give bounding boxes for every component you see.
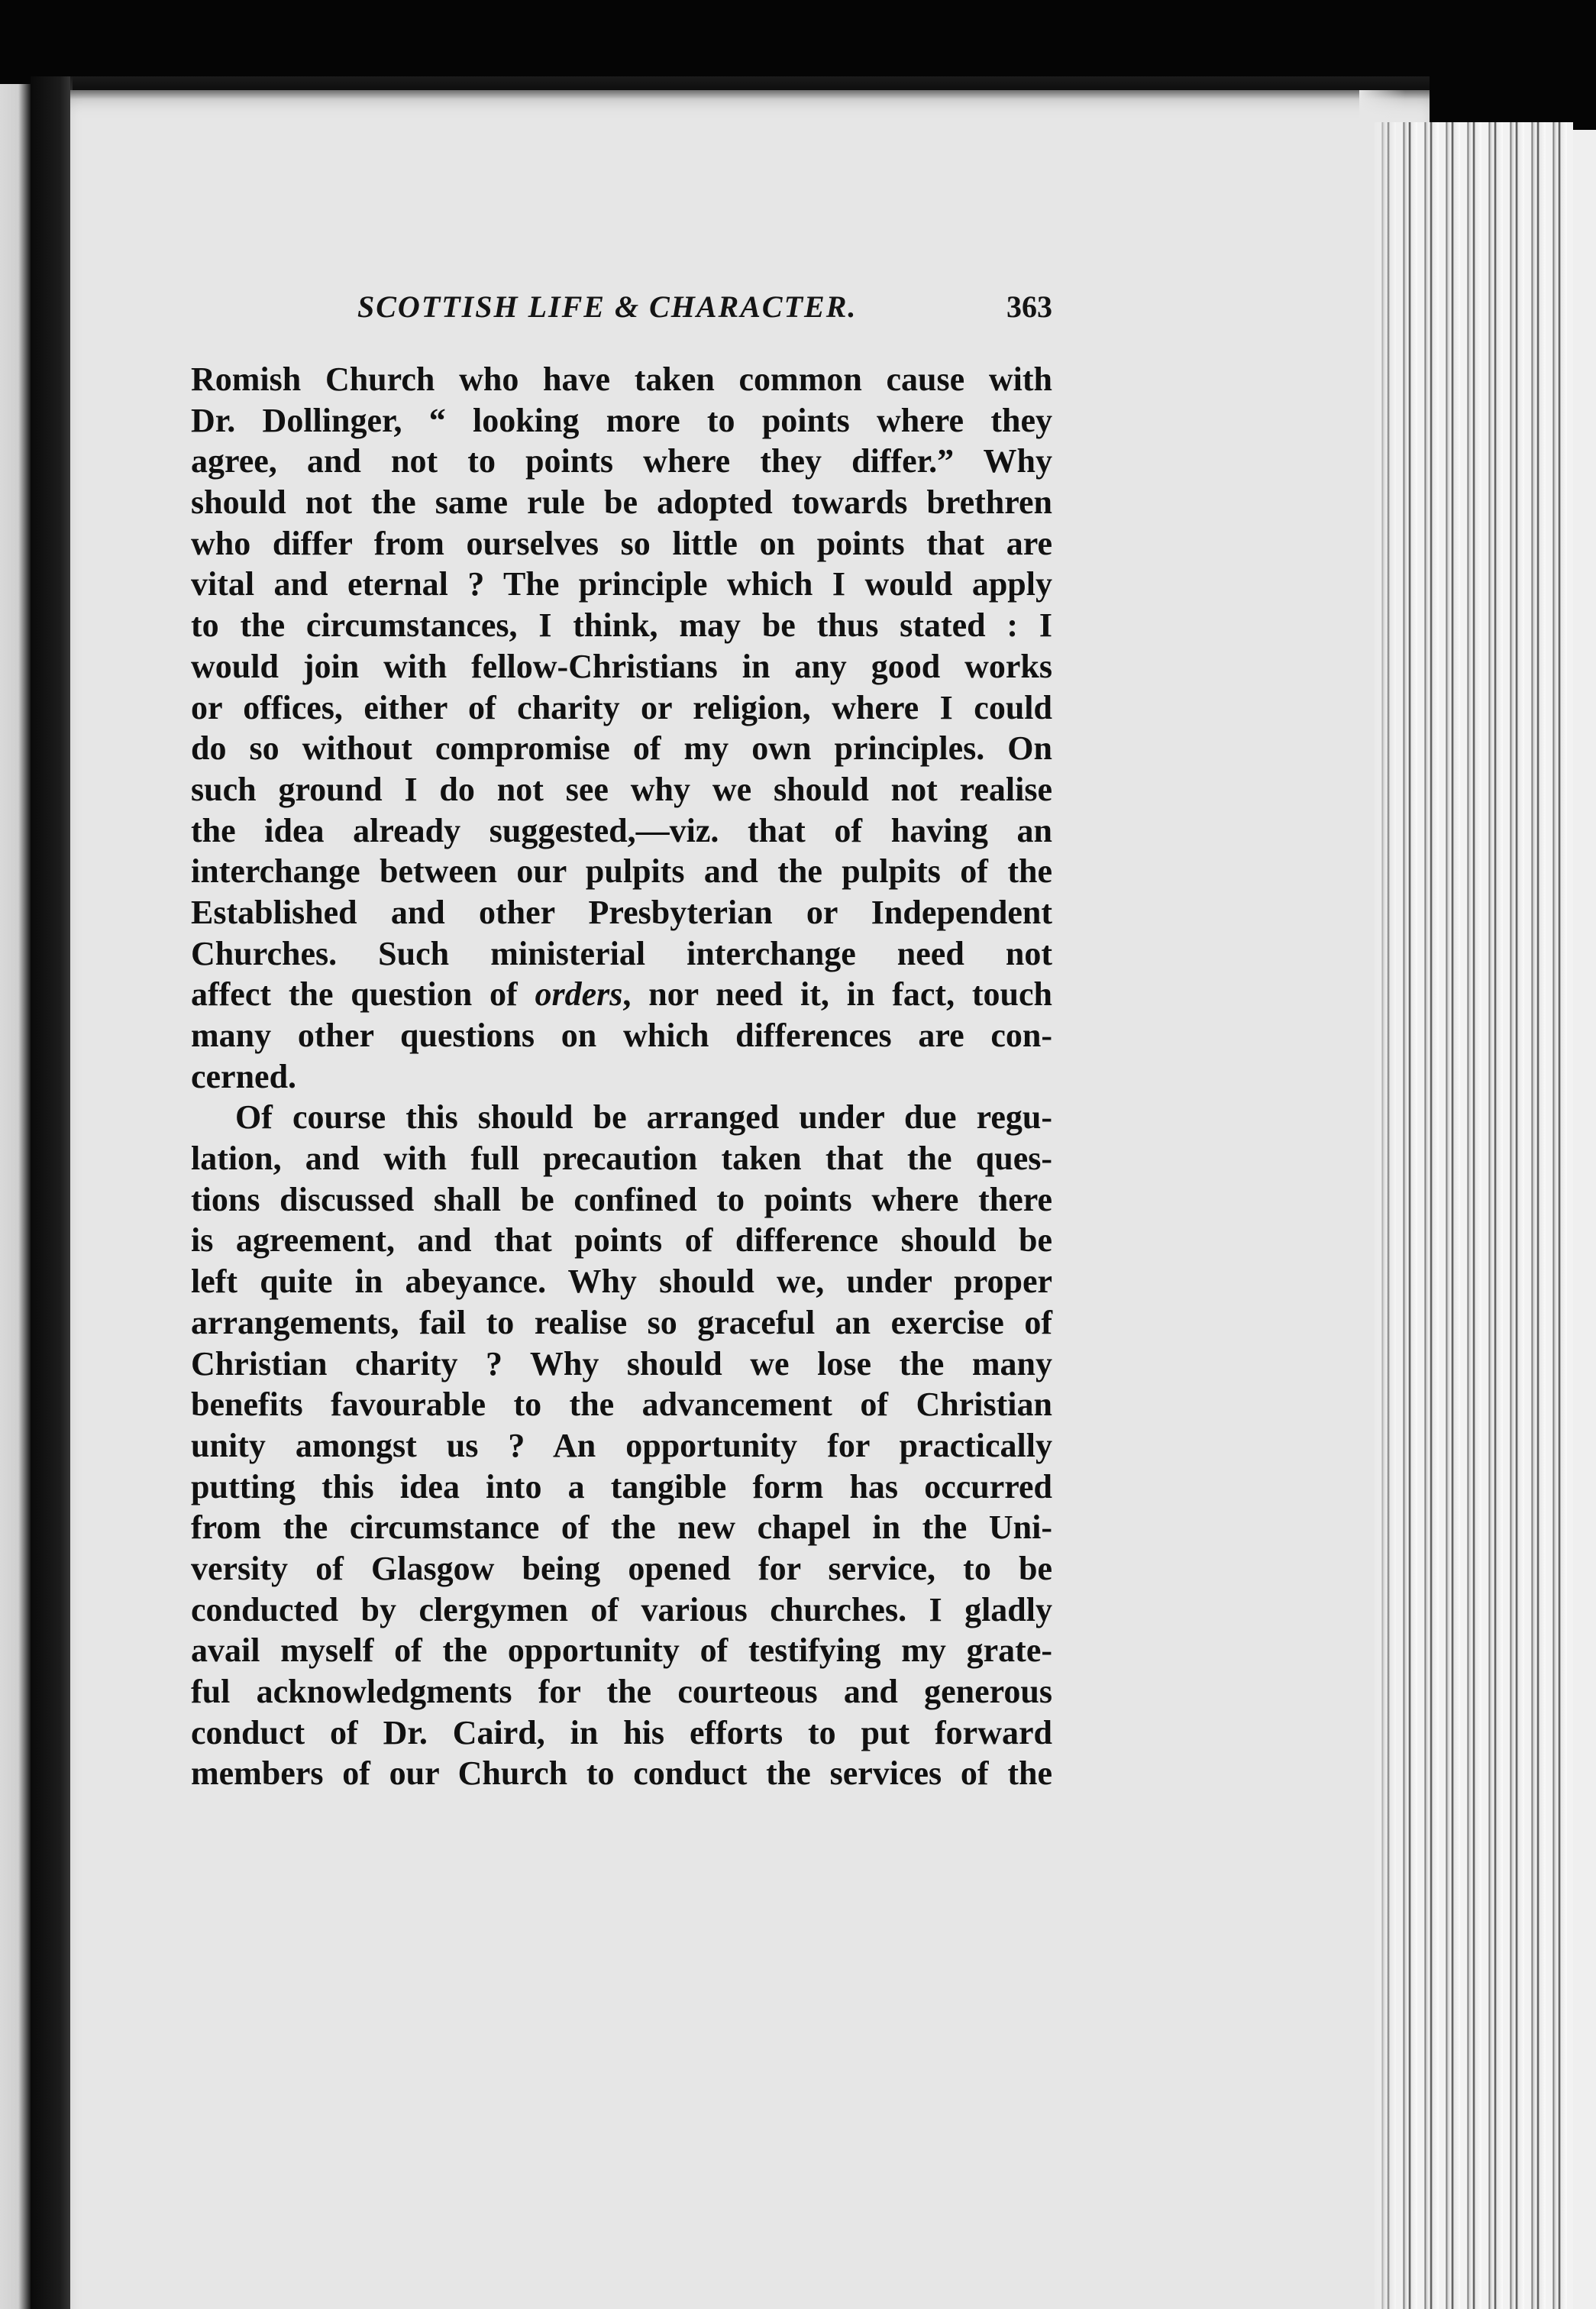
text-line: do so without compromise of my own principles. On (191, 729, 1052, 768)
text-line: Dr. Dollinger, “ looking more to points where they (191, 401, 1052, 439)
text-line: conducted by clergymen of various churches. I gladly (191, 1590, 1052, 1628)
text-line: would join with fellow-Christians in any good works (191, 647, 1052, 685)
text-line: left quite in abeyance. Why should we, under proper (191, 1263, 1052, 1301)
text-line: cerned. (191, 1057, 297, 1095)
text-line: Romish Church who have taken common cause with (191, 361, 1052, 398)
text-line: benefits favourable to the advancement of Christian (191, 1386, 1052, 1424)
text-line: versity of Glasgow being opened for service, to be (191, 1549, 1052, 1587)
paragraph-2 (191, 1097, 1052, 1794)
running-head (189, 289, 1052, 342)
text-line: ful acknowledgments for the courteous and generous (191, 1673, 1052, 1710)
page-number: 363 (1006, 289, 1052, 324)
page-top-shadow (70, 76, 1430, 99)
body-text (191, 359, 1052, 1794)
previous-page-edge (0, 84, 31, 2309)
text-line: vital and eternal ? The principle which I would apply (191, 565, 1052, 603)
text-line: members of our Church to conduct the services of the (191, 1754, 1052, 1793)
text-line: arrangements, fail to realise so graceful an exercise of (191, 1303, 1052, 1341)
book-gutter (31, 76, 73, 2309)
text-line: Churches. Such ministerial interchange need not (191, 934, 1052, 972)
italic-word: orders (535, 975, 623, 1014)
text-line: lation, and with full precaution taken that the ques- (191, 1140, 1052, 1178)
paragraph-1 (191, 359, 1052, 1097)
text-line: Established and other Presbyterian or Independent (191, 893, 1052, 931)
text-line: putting this idea into a tangible form has occurred (191, 1467, 1052, 1505)
text-line: such ground I do not see why we should not realise (191, 770, 1052, 808)
text-line: who differ from ourselves so little on points that are (191, 524, 1052, 562)
text-line: to the circumstances, I think, may be thus stated : I (191, 606, 1052, 645)
text-line: or offices, either of charity or religion, where I could (191, 688, 1052, 726)
text-line: Christian charity ? Why should we lose the many (191, 1344, 1052, 1382)
text-line: affect the question of orders, nor need it, in fact, touch (191, 975, 1052, 1014)
text-line: is agreement, and that points of difference should be (191, 1221, 1052, 1260)
text-line: conduct of Dr. Caird, in his efforts to put forward (191, 1713, 1052, 1751)
text-line: the idea already suggested,—viz. that of having an (191, 811, 1052, 849)
text-line: should not the same rule be adopted towards brethren (191, 483, 1052, 522)
right-page-edge (1573, 130, 1596, 2309)
text-line: unity amongst us ? An opportunity for practically (191, 1426, 1052, 1464)
text-line: agree, and not to points where they differ.” Why (191, 442, 1052, 480)
text-line: from the circumstance of the new chapel in the Uni- (191, 1509, 1052, 1547)
running-title: SCOTTISH LIFE & CHARACTER. (357, 289, 858, 324)
text-line: Of course this should be arranged under due regu- (235, 1098, 1052, 1137)
fore-edge-fade (1359, 90, 1405, 2309)
text-line: many other questions on which differences are con- (191, 1017, 1052, 1054)
text-line: interchange between our pulpits and the pulpits of the (191, 852, 1052, 891)
text-line: avail myself of the opportunity of testifying my grate- (191, 1631, 1052, 1670)
text-line: tions discussed shall be confined to points where there (191, 1180, 1052, 1218)
